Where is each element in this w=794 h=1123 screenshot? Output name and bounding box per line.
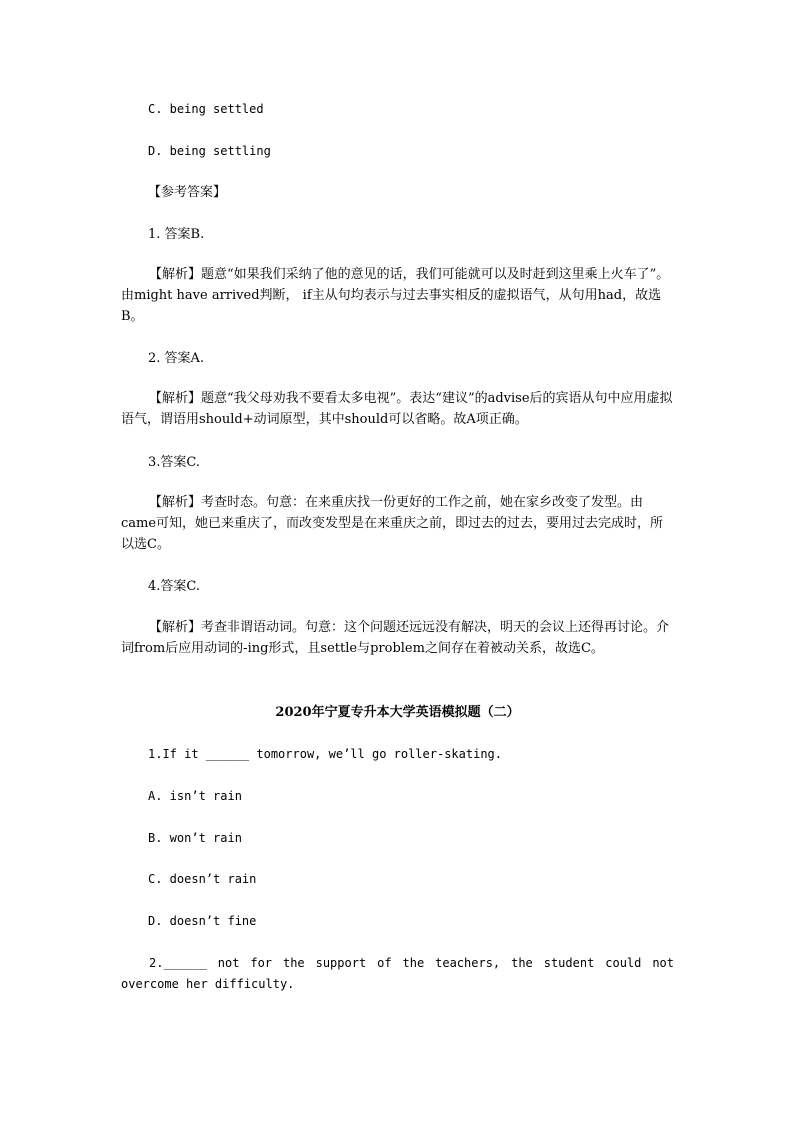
question-2: 2.______ not for the support of the teachers, the student could not overcome her difficulty. [121,956,682,991]
question-1-option-b: B. won’t rain [148,831,242,845]
question-1-option-d: D. doesn’t fine [148,914,257,928]
section-title: 2020年宁夏专升本大学英语模拟题（二） [275,705,520,720]
question-1-option-c: C. doesn’t rain [148,872,257,886]
analysis-2: 【解析】题意“我父母劝我不要看太多电视”。表达“建议”的advise后的宾语从句中应用虚拟语气，谓语用should+动词原型，其中should可以省略。故A项正确。 [121,391,673,427]
answer-3: 3.答案C. [148,455,201,470]
option-c-prev: C. being settled [148,102,264,116]
question-1: 1.If it ______ tomorrow, we’ll go roller-skating. [148,747,503,761]
analysis-3: 【解析】考查时态。句意：在来重庆找一份更好的工作之前，她在家乡改变了发型。由came可知，她已来重庆了，而改变发型是在来重庆之前，即过去的过去，要用过去完成时，所以选C。 [121,495,664,552]
question-1-option-a: A. isn’t rain [148,789,242,803]
analysis-1: 【解析】题意“如果我们采纳了他的意见的话，我们可能就可以及时赶到这里乘上火车了”。由might have arrived判断， if主从句均表示与过去事实相反的虚拟语气，从句用had，故选B。 [121,267,670,324]
analysis-4: 【解析】考查非谓语动词。句意：这个问题还远远没有解决，明天的会议上还得再讨论。介词from后应用动词的-ing形式，且settle与problem之间存在着被动关系，故选C。 [121,620,670,656]
answer-2: 2. 答案A. [148,351,205,366]
ref-answers-heading: 【参考答案】 [148,185,227,200]
option-d-prev: D. being settling [148,144,271,158]
answer-4: 4.答案C. [148,579,201,594]
answer-1: 1. 答案B. [148,227,205,242]
